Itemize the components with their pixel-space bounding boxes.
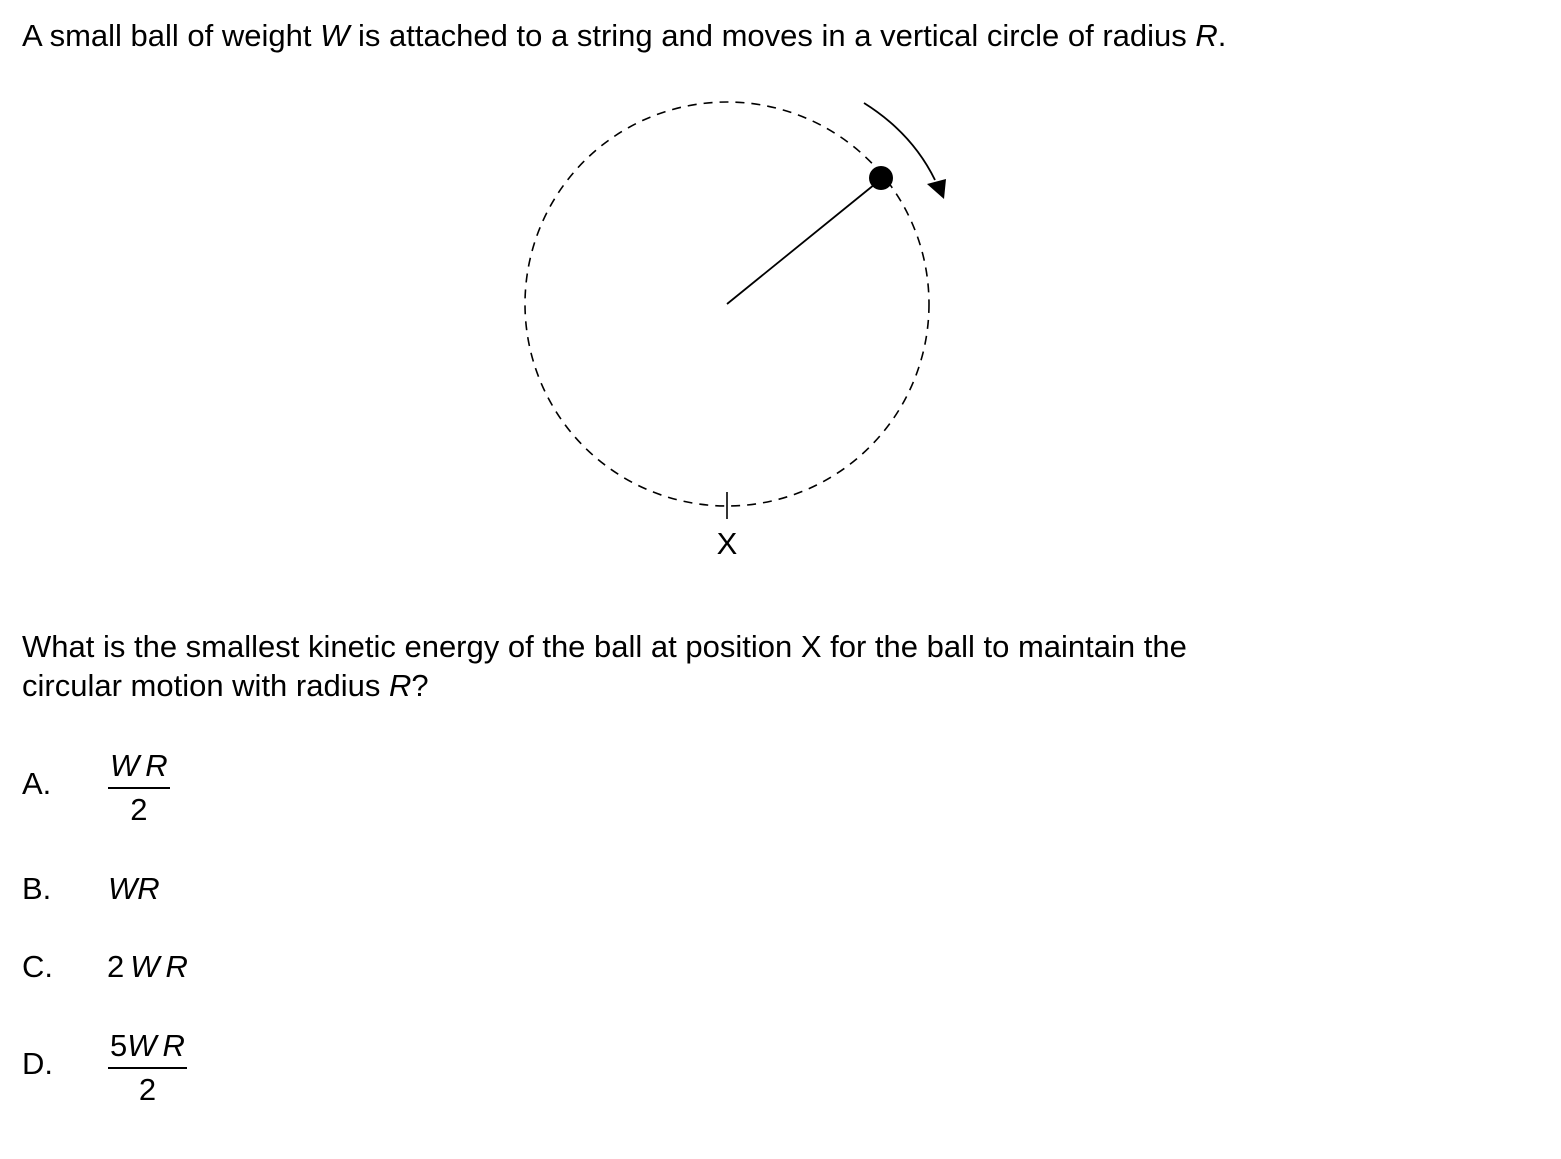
arrow-head-icon: [927, 179, 946, 199]
symbol-w: W: [320, 18, 350, 53]
coefficient: 5: [110, 1028, 128, 1063]
intro-part: is attached to a string and moves in a vertical circle of radius: [349, 18, 1196, 53]
intro-part: A small ball of weight: [22, 18, 321, 53]
question-part: circular motion with radius: [22, 668, 389, 703]
symbol-r: R: [1195, 18, 1218, 53]
symbol-r: R: [165, 949, 188, 984]
fraction-numerator: [108, 748, 170, 789]
fraction-denominator: 2: [130, 792, 148, 827]
question-line-2: [22, 667, 429, 705]
option-d-answer[interactable]: [108, 1028, 187, 1108]
option-a-answer[interactable]: [108, 748, 170, 828]
option-b-letter[interactable]: B.: [22, 871, 52, 906]
option-a-letter[interactable]: A.: [22, 766, 52, 801]
symbol-r: R: [145, 748, 168, 783]
symbol-w: W: [127, 1028, 157, 1063]
option-c-letter[interactable]: C.: [22, 949, 53, 984]
symbol-r: R: [137, 871, 160, 906]
string: [727, 180, 880, 304]
symbol-r: R: [388, 668, 412, 703]
symbol-w: W: [130, 949, 160, 984]
option-b-answer[interactable]: [108, 870, 160, 908]
position-label: X: [716, 526, 738, 561]
question-line-1: What is the smallest kinetic energy of the ball at position X for the ball to maintain the: [22, 629, 1187, 664]
fraction-denominator: 2: [138, 1072, 157, 1107]
symbol-r: R: [162, 1028, 185, 1063]
coefficient: 2: [107, 949, 125, 984]
question-part: ?: [411, 668, 429, 703]
fraction-numerator: [108, 1028, 187, 1069]
symbol-w: W: [110, 748, 140, 783]
symbol-w: W: [108, 871, 138, 906]
ball: [869, 166, 893, 190]
intro-part: .: [1217, 18, 1227, 53]
option-c-answer[interactable]: [107, 948, 188, 986]
option-d-letter[interactable]: D.: [22, 1046, 53, 1081]
